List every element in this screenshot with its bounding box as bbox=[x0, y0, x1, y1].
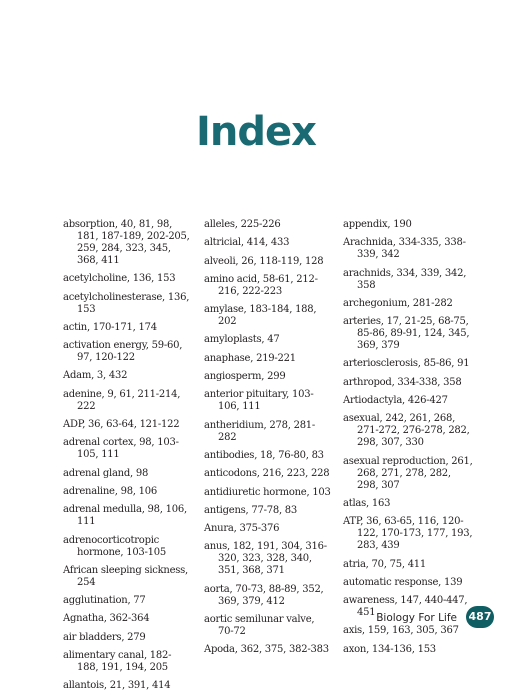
index-entry: adrenal cortex, 98, 103-105, 111 bbox=[63, 437, 179, 461]
index-entry: appendix, 190 bbox=[343, 219, 412, 230]
index-entry: acetylcholinesterase, 136, 153 bbox=[63, 291, 190, 315]
index-entry: arachnids, 334, 339, 342, 358 bbox=[343, 267, 467, 291]
index-entry: Arachnida, 334-335, 338-339, 342 bbox=[343, 237, 466, 261]
index-entry: angiosperm, 299 bbox=[204, 371, 286, 383]
index-entry: automatic response, 139 bbox=[343, 576, 463, 588]
book-title-footer: Biology For Life bbox=[376, 612, 457, 624]
index-entry: arteriosclerosis, 85-86, 91 bbox=[343, 358, 470, 370]
index-entry: amino acid, 58-61, 212-216, 222-223 bbox=[204, 273, 318, 297]
index-entry: Apoda, 362, 375, 382-383 bbox=[204, 644, 329, 656]
index-entry: Anura, 375-376 bbox=[204, 523, 280, 535]
index-entry: allantois, 21, 391, 414 bbox=[63, 680, 171, 692]
index-entry: adenine, 9, 61, 211-214, 222 bbox=[63, 388, 181, 412]
index-entry: adrenal medulla, 98, 106, 111 bbox=[63, 504, 187, 528]
index-entry: antigens, 77-78, 83 bbox=[204, 504, 298, 516]
index-entry: altricial, 414, 433 bbox=[204, 237, 290, 249]
index-entry: atria, 70, 75, 411 bbox=[343, 558, 427, 570]
index-entry: axon, 134-136, 153 bbox=[343, 643, 436, 655]
index-column-1 bbox=[63, 219, 191, 699]
index-entry: asexual, 242, 261, 268, 271-272, 276-278, 282, 298, 307, 330 bbox=[343, 413, 470, 449]
index-entry: anterior pituitary, 103-106, 111 bbox=[204, 389, 314, 413]
index-entry: activation energy, 59-60, 97, 120-122 bbox=[63, 340, 183, 364]
index-entry: awareness, 147, 440-447, 451 bbox=[343, 595, 468, 619]
index-entry: Adam, 3, 432 bbox=[63, 370, 128, 382]
index-entry: acetylcholine, 136, 153 bbox=[63, 273, 176, 285]
index-entry: air bladders, 279 bbox=[63, 631, 146, 643]
index-entry: ADP, 36, 63-64, 121-122 bbox=[63, 419, 180, 431]
index-entry: antheridium, 278, 281-282 bbox=[204, 419, 316, 443]
index-entry: anaphase, 219-221 bbox=[204, 352, 296, 364]
index-entry: antidiuretic hormone, 103 bbox=[204, 486, 331, 498]
page-title: Index bbox=[196, 109, 316, 155]
index-entry: aorta, 70-73, 88-89, 352, 369, 379, 412 bbox=[204, 583, 324, 607]
index-entry: adrenaline, 98, 106 bbox=[63, 485, 157, 497]
index-entry: alleles, 225-226 bbox=[204, 219, 281, 230]
index-entry: absorption, 40, 81, 98, 181, 187-189, 202-205, 259, 284, 323, 345, 368, 411 bbox=[63, 219, 190, 266]
index-entry: axis, 159, 163, 305, 367 bbox=[343, 625, 459, 637]
index-entry: Artiodactyla, 426-427 bbox=[343, 395, 448, 407]
index-entry: ATP, 36, 63-65, 116, 120-122, 170-173, 177, 193, 283, 439 bbox=[343, 516, 473, 552]
index-entry: amylase, 183-184, 188, 202 bbox=[204, 304, 317, 328]
index-entry: anus, 182, 191, 304, 316-320, 323, 328, 340, 351, 368, 371 bbox=[204, 541, 327, 577]
index-entry: arthropod, 334-338, 358 bbox=[343, 376, 462, 388]
index-entry: adrenocorticotropic hormone, 103-105 bbox=[63, 534, 167, 558]
index-entry: African sleeping sickness, 254 bbox=[63, 564, 188, 588]
index-column-3 bbox=[343, 219, 473, 662]
index-column-2 bbox=[204, 219, 332, 663]
index-entry: actin, 170-171, 174 bbox=[63, 321, 157, 333]
index-entry: atlas, 163 bbox=[343, 497, 391, 509]
index-entry: agglutination, 77 bbox=[63, 595, 146, 607]
page-number-badge: 487 bbox=[466, 606, 494, 628]
index-entry: Agnatha, 362-364 bbox=[63, 613, 150, 625]
index-entry: antibodies, 18, 76-80, 83 bbox=[204, 449, 324, 461]
index-entry: aortic semilunar valve, 70-72 bbox=[204, 614, 315, 638]
index-entry: amyloplasts, 47 bbox=[204, 334, 280, 346]
index-entry: archegonium, 281-282 bbox=[343, 297, 453, 309]
index-entry: anticodons, 216, 223, 228 bbox=[204, 468, 330, 480]
index-entry: alimentary canal, 182-188, 191, 194, 205 bbox=[63, 650, 172, 674]
index-entry: arteries, 17, 21-25, 68-75, 85-86, 89-91, 124, 345, 369, 379 bbox=[343, 316, 470, 352]
index-entry: alveoli, 26, 118-119, 128 bbox=[204, 255, 324, 267]
index-entry: asexual reproduction, 261, 268, 271, 278, 282, 298, 307 bbox=[343, 455, 473, 491]
index-entry: adrenal gland, 98 bbox=[63, 467, 149, 479]
